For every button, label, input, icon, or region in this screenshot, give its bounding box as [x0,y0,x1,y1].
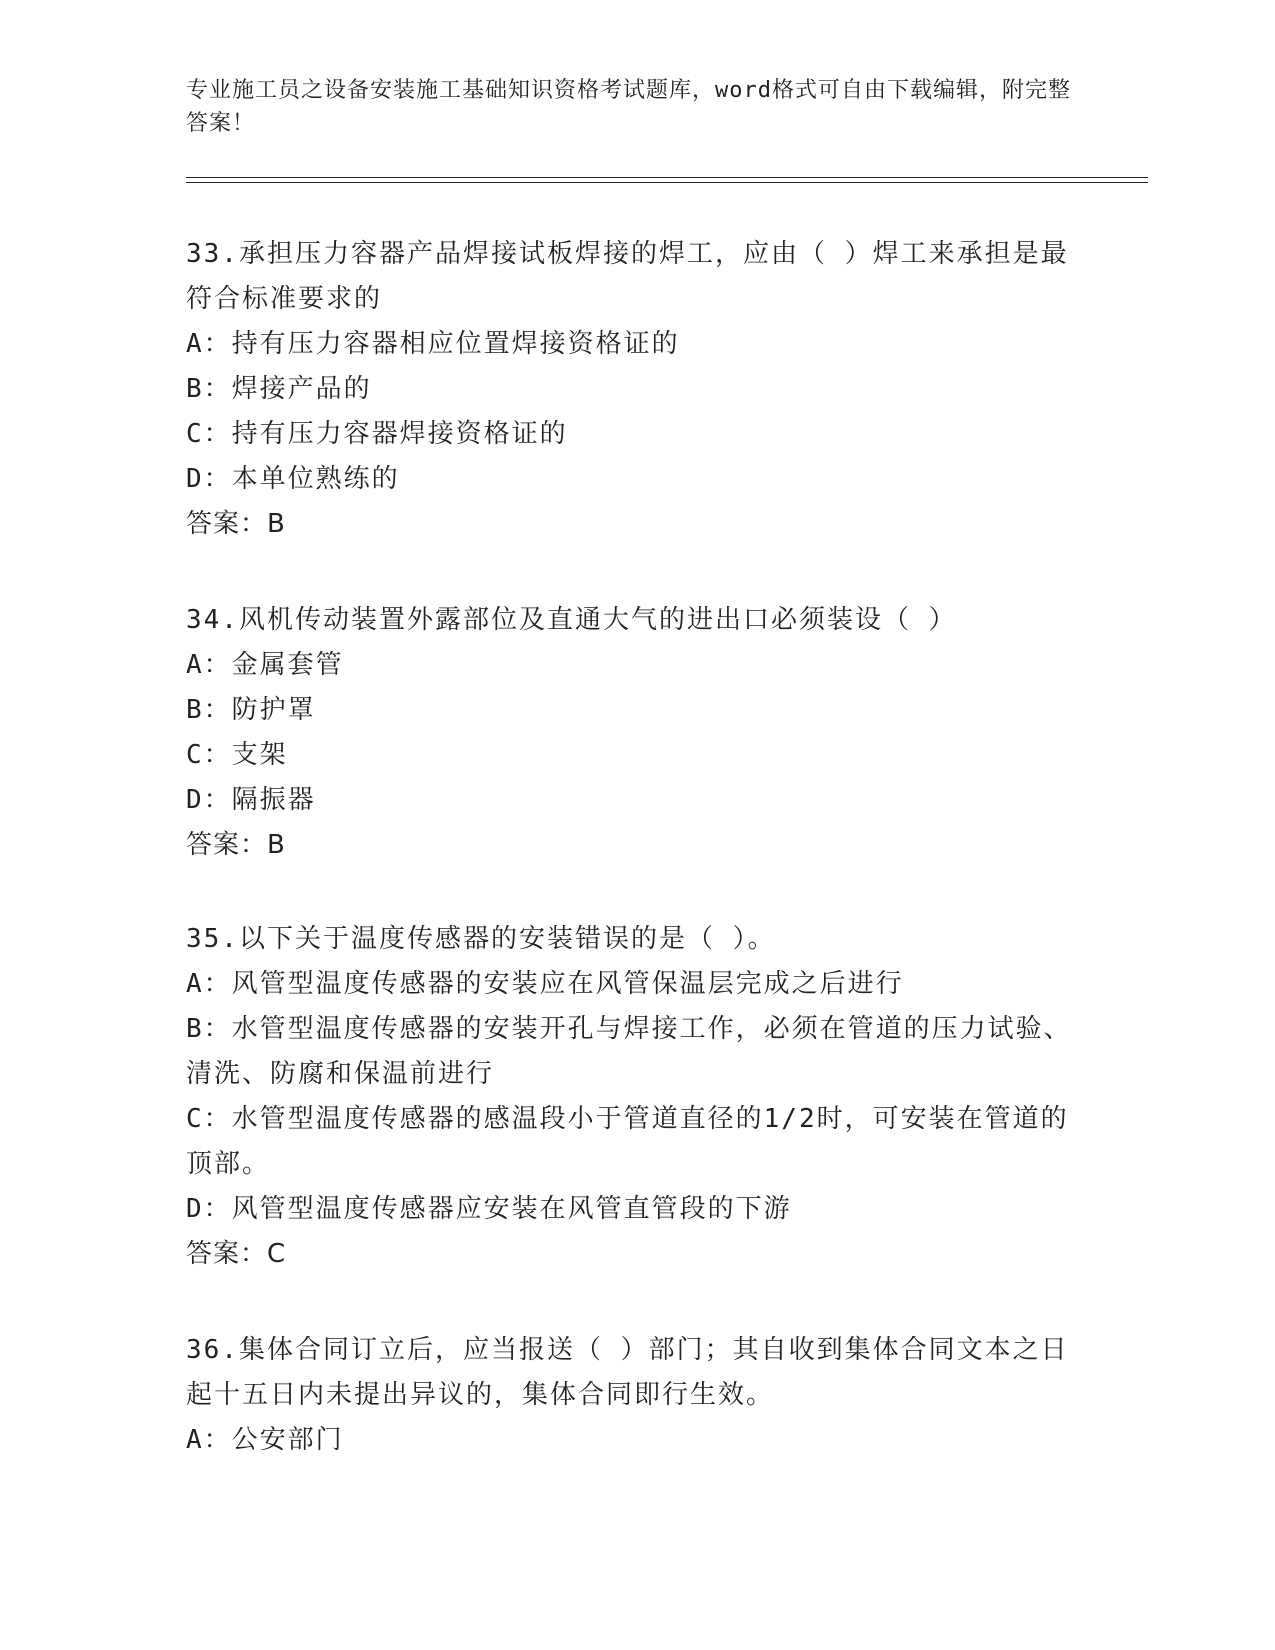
option-a: A：公安部门 [186,1425,344,1455]
option-c: C：水管型温度传感器的感温段小于管道直径的1/2时，可安装在管道的顶部。 [186,1104,1069,1179]
question-33 [186,232,1086,547]
answer: 答案：C [186,1239,287,1269]
question-stem: 33.承担压力容器产品焊接试板焊接的焊工，应由（ ）焊工来承担是最符合标准要求的 [186,239,1069,314]
header-divider-top [186,177,1148,178]
option-d: D：风管型温度传感器应安装在风管直管段的下游 [186,1194,792,1224]
question-36 [186,1328,1086,1463]
question-stem: 36.集体合同订立后，应当报送（ ）部门；其自收到集体合同文本之日起十五日内未提出异议的，集体合同即行生效。 [186,1335,1069,1410]
question-stem: 35.以下关于温度传感器的安装错误的是（ ）。 [186,924,776,954]
option-b: B：水管型温度传感器的安装开孔与焊接工作，必须在管道的压力试验、清洗、防腐和保温前进行 [186,1014,1072,1089]
option-a: A：风管型温度传感器的安装应在风管保温层完成之后进行 [186,969,904,999]
answer: 答案：B [186,509,286,539]
option-d: D：本单位熟练的 [186,464,400,494]
option-a: A：金属套管 [186,650,344,680]
option-b: B：防护罩 [186,695,316,725]
option-d: D：隔振器 [186,785,316,815]
question-35 [186,917,1086,1277]
document-header: 专业施工员之设备安装施工基础知识资格考试题库，word格式可自由下载编辑，附完整答案！ [186,78,1071,136]
header-divider-bottom [186,182,1148,183]
option-c: C：支架 [186,740,288,770]
question-34 [186,598,1086,868]
option-c: C：持有压力容器焊接资格证的 [186,419,568,449]
question-stem: 34.风机传动装置外露部位及直通大气的进出口必须装设（ ） [186,605,957,635]
option-a: A：持有压力容器相应位置焊接资格证的 [186,329,680,359]
answer: 答案：B [186,830,286,860]
option-b: B：焊接产品的 [186,374,372,404]
